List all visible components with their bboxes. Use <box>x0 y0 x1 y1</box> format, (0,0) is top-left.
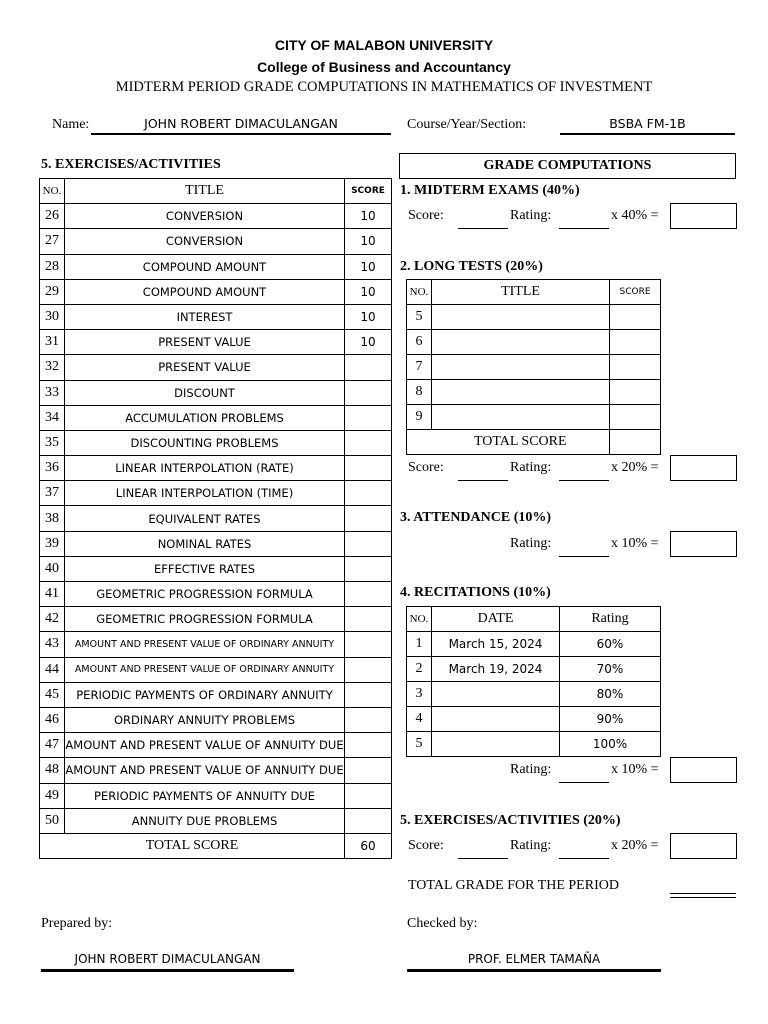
recitation-no: 2 <box>407 657 432 682</box>
long-tests-table <box>406 279 661 455</box>
exercise-no: 31 <box>40 330 65 355</box>
exercise-row <box>40 607 392 632</box>
exercise-row <box>40 330 392 355</box>
attendance-rating-blank[interactable] <box>559 556 609 557</box>
ex-score-blank[interactable] <box>458 858 508 859</box>
exercise-row <box>40 808 392 833</box>
exercise-no: 29 <box>40 279 65 304</box>
long-tests-header-row <box>407 280 661 305</box>
exercise-no: 37 <box>40 481 65 506</box>
exercises-total-label: TOTAL SCORE <box>40 833 345 858</box>
long-test-title-cell[interactable] <box>432 330 610 355</box>
midterm-result-box[interactable] <box>670 203 737 229</box>
exercise-row <box>40 707 392 732</box>
exercise-score[interactable] <box>345 456 392 481</box>
recitation-rating: 90% <box>560 707 661 732</box>
exercise-no: 49 <box>40 783 65 808</box>
exercise-title: AMOUNT AND PRESENT VALUE OF ANNUITY DUE <box>65 733 345 758</box>
long-test-score-cell[interactable] <box>610 355 661 380</box>
exercise-title: PERIODIC PAYMENTS OF ANNUITY DUE <box>65 783 345 808</box>
exercise-no: 39 <box>40 531 65 556</box>
exercise-row <box>40 556 392 581</box>
lt-score-label: Score: <box>408 460 444 475</box>
long-test-no: 6 <box>407 330 432 355</box>
exercises-heading: 5. EXERCISES/ACTIVITIES <box>41 157 221 172</box>
exercise-no: 42 <box>40 607 65 632</box>
exercise-row <box>40 758 392 783</box>
midterm-mult: x 40% = <box>611 208 659 223</box>
rec-rating-blank[interactable] <box>559 782 609 783</box>
lt-result-box[interactable] <box>670 455 737 481</box>
exercise-score[interactable] <box>345 632 392 657</box>
exercise-title: NOMINAL RATES <box>65 531 345 556</box>
exercise-no: 43 <box>40 632 65 657</box>
recitation-no: 3 <box>407 682 432 707</box>
lt-total-value[interactable] <box>610 430 661 455</box>
exercise-row <box>40 733 392 758</box>
recitation-rating: 100% <box>560 732 661 757</box>
exercise-row <box>40 229 392 254</box>
exercise-row <box>40 481 392 506</box>
long-test-title-cell[interactable] <box>432 405 610 430</box>
col-score-header: SCORE <box>345 179 392 204</box>
midterm-rating-label: Rating: <box>510 208 552 223</box>
recitation-no: 5 <box>407 732 432 757</box>
exercise-score[interactable] <box>345 430 392 455</box>
long-test-row <box>407 330 661 355</box>
recitations-header-row <box>407 607 661 632</box>
long-test-row <box>407 380 661 405</box>
long-test-score-cell[interactable] <box>610 380 661 405</box>
exercise-score[interactable] <box>345 380 392 405</box>
exercise-no: 44 <box>40 657 65 682</box>
exercise-title: CONVERSION <box>65 229 345 254</box>
long-test-no: 7 <box>407 355 432 380</box>
exercise-row <box>40 279 392 304</box>
exercise-title: AMOUNT AND PRESENT VALUE OF ORDINARY ANNUITY <box>65 657 345 682</box>
exercise-row <box>40 405 392 430</box>
exercise-score[interactable] <box>345 657 392 682</box>
lt-total-label: TOTAL SCORE <box>432 430 610 455</box>
exercise-score[interactable] <box>345 707 392 732</box>
exercise-title: GEOMETRIC PROGRESSION FORMULA <box>65 582 345 607</box>
exercise-title: ANNUITY DUE PROBLEMS <box>65 808 345 833</box>
exercise-score[interactable] <box>345 355 392 380</box>
long-test-score-cell[interactable] <box>610 330 661 355</box>
long-test-row <box>407 405 661 430</box>
exercise-title: LINEAR INTERPOLATION (RATE) <box>65 456 345 481</box>
exercise-row <box>40 380 392 405</box>
exercise-row <box>40 582 392 607</box>
ex-rating-label: Rating: <box>510 838 552 853</box>
exercise-title: ACCUMULATION PROBLEMS <box>65 405 345 430</box>
lt-rating-label: Rating: <box>510 460 552 475</box>
exercise-no: 36 <box>40 456 65 481</box>
midterm-heading: 1. MIDTERM EXAMS (40%) <box>400 183 580 198</box>
exercise-row <box>40 506 392 531</box>
exercise-title: EFFECTIVE RATES <box>65 556 345 581</box>
recitation-row <box>407 732 661 757</box>
long-tests-heading: 2. LONG TESTS (20%) <box>400 259 543 274</box>
student-name: JOHN ROBERT DIMACULANGAN <box>91 116 391 135</box>
exercise-score[interactable]: 10 <box>345 304 392 329</box>
exercises-table <box>39 178 392 859</box>
exercise-score[interactable] <box>345 607 392 632</box>
exercise-no: 46 <box>40 707 65 732</box>
exercise-row <box>40 682 392 707</box>
exercise-no: 33 <box>40 380 65 405</box>
ex-result-box[interactable] <box>670 833 737 859</box>
exercises-total-value: 60 <box>345 833 392 858</box>
long-test-no: 8 <box>407 380 432 405</box>
recitation-no: 4 <box>407 707 432 732</box>
long-test-row <box>407 355 661 380</box>
exercises-header-row <box>40 179 392 204</box>
lt-col-title: TITLE <box>432 280 610 305</box>
long-test-row <box>407 305 661 330</box>
col-title-header: TITLE <box>65 179 345 204</box>
course-label: Course/Year/Section: <box>407 117 527 132</box>
exercise-score[interactable] <box>345 506 392 531</box>
lt-col-score: SCORE <box>610 280 661 305</box>
rec-col-date: DATE <box>432 607 560 632</box>
exercise-score[interactable]: 10 <box>345 204 392 229</box>
long-test-score-cell[interactable] <box>610 405 661 430</box>
recitation-rating: 70% <box>560 657 661 682</box>
exercise-title: PERIODIC PAYMENTS OF ORDINARY ANNUITY <box>65 682 345 707</box>
col-no-header: NO. <box>40 179 65 204</box>
recitation-no: 1 <box>407 632 432 657</box>
university-name: CITY OF MALABON UNIVERSITY <box>274 37 494 53</box>
long-test-title-cell[interactable] <box>432 355 610 380</box>
rec-rating-label: Rating: <box>510 762 552 777</box>
exercise-row <box>40 355 392 380</box>
exercise-title: DISCOUNTING PROBLEMS <box>65 430 345 455</box>
exercise-title: CONVERSION <box>65 204 345 229</box>
exercise-no: 32 <box>40 355 65 380</box>
ex-score-label: Score: <box>408 838 444 853</box>
college-name: College of Business and Accountancy <box>257 59 511 75</box>
long-test-score-cell[interactable] <box>610 305 661 330</box>
exercise-no: 47 <box>40 733 65 758</box>
exercise-row <box>40 632 392 657</box>
exercise-title: COMPOUND AMOUNT <box>65 254 345 279</box>
ex-mult: x 20% = <box>611 838 659 853</box>
exercise-no: 41 <box>40 582 65 607</box>
exercise-title: COMPOUND AMOUNT <box>65 279 345 304</box>
exercise-no: 48 <box>40 758 65 783</box>
exercise-no: 30 <box>40 304 65 329</box>
recitation-rating: 80% <box>560 682 661 707</box>
recitation-row <box>407 632 661 657</box>
lt-col-no: NO. <box>407 280 432 305</box>
exercise-row <box>40 657 392 682</box>
exercise-no: 34 <box>40 405 65 430</box>
exercise-row <box>40 456 392 481</box>
exercise-title: AMOUNT AND PRESENT VALUE OF ANNUITY DUE <box>65 758 345 783</box>
attendance-rating-label: Rating: <box>510 536 552 551</box>
recitation-date[interactable] <box>432 732 560 757</box>
exercise-title: LINEAR INTERPOLATION (TIME) <box>65 481 345 506</box>
exercise-no: 27 <box>40 229 65 254</box>
exercise-score[interactable] <box>345 808 392 833</box>
recitation-date[interactable]: March 15, 2024 <box>432 632 560 657</box>
rec-mult: x 10% = <box>611 762 659 777</box>
exercise-no: 38 <box>40 506 65 531</box>
exercise-title: EQUIVALENT RATES <box>65 506 345 531</box>
exercise-no: 26 <box>40 204 65 229</box>
exercise-title: ORDINARY ANNUITY PROBLEMS <box>65 707 345 732</box>
rec-col-no: NO. <box>407 607 432 632</box>
lt-mult: x 20% = <box>611 460 659 475</box>
lt-total-spacer <box>407 430 432 455</box>
exercise-row <box>40 783 392 808</box>
exercise-row <box>40 531 392 556</box>
exercise-no: 50 <box>40 808 65 833</box>
exercises-total-row <box>40 833 392 858</box>
attendance-mult: x 10% = <box>611 536 659 551</box>
exercise-no: 40 <box>40 556 65 581</box>
recitation-row <box>407 682 661 707</box>
exercise-score[interactable]: 10 <box>345 229 392 254</box>
exercise-title: PRESENT VALUE <box>65 355 345 380</box>
exercise-title: PRESENT VALUE <box>65 330 345 355</box>
exercise-score[interactable] <box>345 405 392 430</box>
attendance-heading: 3. ATTENDANCE (10%) <box>400 510 552 525</box>
course-value: BSBA FM-1B <box>560 116 735 135</box>
name-label: Name: <box>52 117 90 132</box>
exercise-score[interactable] <box>345 481 392 506</box>
exercises-grade-heading: 5. EXERCISES/ACTIVITIES (20%) <box>400 813 621 828</box>
recitation-row <box>407 707 661 732</box>
total-grade-label: TOTAL GRADE FOR THE PERIOD <box>408 878 619 893</box>
exercise-score[interactable]: 10 <box>345 254 392 279</box>
exercise-no: 45 <box>40 682 65 707</box>
exercise-title: AMOUNT AND PRESENT VALUE OF ORDINARY ANNUITY <box>65 632 345 657</box>
recitation-row <box>407 657 661 682</box>
long-test-title-cell[interactable] <box>432 380 610 405</box>
recitation-date[interactable] <box>432 707 560 732</box>
attendance-result-box[interactable] <box>670 531 737 557</box>
prepared-by-name: JOHN ROBERT DIMACULANGAN <box>41 952 294 972</box>
exercise-row <box>40 430 392 455</box>
recitation-date[interactable] <box>432 682 560 707</box>
exercise-score[interactable] <box>345 582 392 607</box>
long-test-title-cell[interactable] <box>432 305 610 330</box>
exercise-score[interactable] <box>345 783 392 808</box>
exercise-score[interactable] <box>345 682 392 707</box>
exercise-score[interactable]: 10 <box>345 279 392 304</box>
exercise-score[interactable] <box>345 733 392 758</box>
rec-col-rating: Rating <box>560 607 661 632</box>
midterm-score-label: Score: <box>408 208 444 223</box>
long-test-no: 9 <box>407 405 432 430</box>
long-test-no: 5 <box>407 305 432 330</box>
midterm-score-blank[interactable] <box>458 228 508 229</box>
recitations-table <box>406 606 661 757</box>
exercise-row <box>40 304 392 329</box>
recitation-date[interactable]: March 19, 2024 <box>432 657 560 682</box>
exercise-row <box>40 254 392 279</box>
long-tests-total-row <box>407 430 661 455</box>
document-subtitle: MIDTERM PERIOD GRADE COMPUTATIONS IN MATHEMATICS OF INVESTMENT <box>115 79 653 95</box>
midterm-rating-blank[interactable] <box>559 228 609 229</box>
lt-rating-blank[interactable] <box>559 480 609 481</box>
lt-score-blank[interactable] <box>458 480 508 481</box>
exercise-no: 28 <box>40 254 65 279</box>
exercise-score[interactable] <box>345 556 392 581</box>
exercise-score[interactable] <box>345 531 392 556</box>
exercise-score[interactable] <box>345 758 392 783</box>
total-grade-double-line[interactable] <box>670 893 736 898</box>
checked-by-name: PROF. ELMER TAMAÑA <box>407 952 661 972</box>
grade-computations-heading: GRADE COMPUTATIONS <box>399 153 736 179</box>
recitation-rating: 60% <box>560 632 661 657</box>
rec-result-box[interactable] <box>670 757 737 783</box>
exercise-score[interactable]: 10 <box>345 330 392 355</box>
exercise-title: DISCOUNT <box>65 380 345 405</box>
recitations-heading: 4. RECITATIONS (10%) <box>400 585 551 600</box>
exercise-title: INTEREST <box>65 304 345 329</box>
ex-rating-blank[interactable] <box>559 858 609 859</box>
prepared-by-label: Prepared by: <box>41 916 113 931</box>
exercise-title: GEOMETRIC PROGRESSION FORMULA <box>65 607 345 632</box>
exercise-row <box>40 204 392 229</box>
checked-by-label: Checked by: <box>407 916 478 931</box>
exercise-no: 35 <box>40 430 65 455</box>
